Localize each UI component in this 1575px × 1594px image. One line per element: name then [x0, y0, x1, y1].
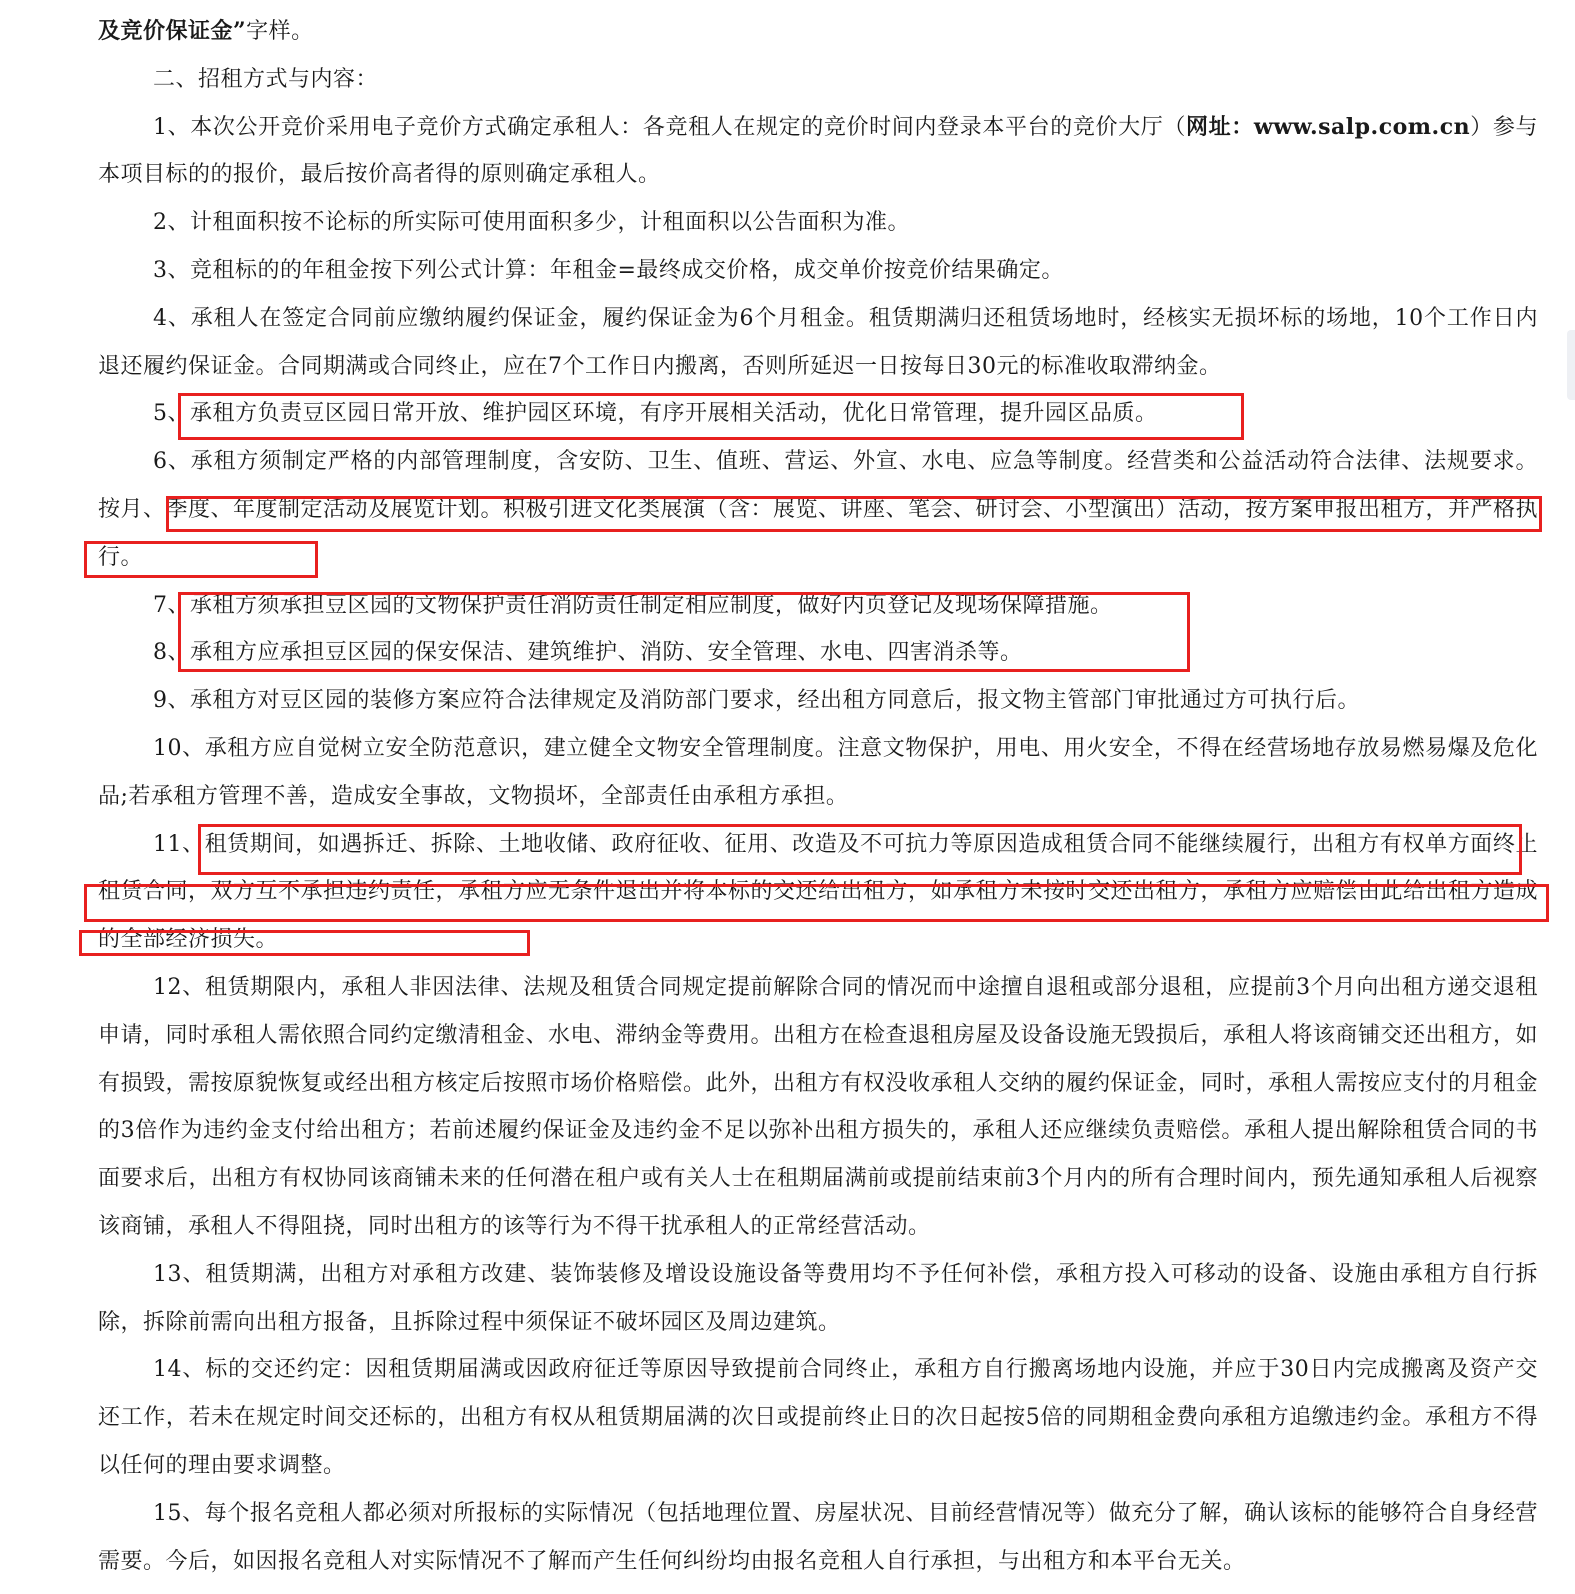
clause-13: 13、租赁期满，出租方对承租方改建、装饰装修及增设设施设备等费用均不予任何补偿，承租方投入可移动的设备、设施由承租方自行拆除，拆除前需向出租方报备，且拆除过程中须保证不破坏园区及周边建筑。	[98, 1261, 1538, 1335]
clause-11: 11、租赁期间，如遇拆迁、拆除、土地收储、政府征收、征用、改造及不可抗力等原因造成租赁合同不能继续履行，出租方有权单方面终止租赁合同，双方互不承担违约责任，承租方应无条件退出并将本标的交还给出租方，如承租方未按时交还出租方，承租方应赔偿由此给出租方造成的全部经济损失。	[98, 831, 1539, 953]
clause-6: 6、承租方须制定严格的内部管理制度，含安防、卫生、值班、营运、外宣、水电、应急等制度。经营类和公益活动符合法律、法规要求。按月、季度、年度制定活动及展览计划。积极引进文化类展演（含：展览、讲座、笔会、研讨会、小型演出）活动，按方案申报出租方，并严格执行。	[98, 449, 1539, 570]
clause-4: 4、承租人在签定合同前应缴纳履约保证金，履约保证金为6个月租金。租赁期满归还租赁场地时，经核实无损坏标的场地，10个工作日内退还履约保证金。合同期满或合同终止，应在7个工作日内搬离，否则所延迟一日按每日30元的标准收取滞纳金。	[98, 305, 1538, 379]
lead-bold-text: 及竞价保证金”	[98, 18, 247, 44]
clause-8: 8、承租方应承担豆区园的保安保洁、建筑维护、消防、安全管理、水电、四害消杀等。	[153, 640, 1023, 666]
clause-2: 2、计租面积按不论标的所实际可使用面积多少，计租面积以公告面积为准。	[153, 210, 910, 236]
clause-7: 7、承租方须承担豆区园的文物保护责任消防责任制定相应制度，做好内页登记及现场保障措施。	[153, 592, 1113, 618]
lead-rest-text: 字样。	[246, 19, 314, 44]
lead-line	[98, 8, 1538, 56]
clause-5: 5、承租方负责豆区园日常开放、维护园区环境，有序开展相关活动，优化日常管理，提升园区品质。	[153, 401, 1158, 427]
clause-1-url: 网址：www.salp.com.cn	[1186, 113, 1471, 140]
clause-15: 15、每个报名竞租人都必须对所报标的实际情况（包括地理位置、房屋状况、目前经营情况等）做充分了解，确认该标的能够符合自身经营需要。今后，如因报名竞租人对实际情况不了解而产生任何纠纷均由报名竞租人自行承担，与出租方和本平台无关。	[98, 1500, 1538, 1574]
scrollbar-edge[interactable]	[1567, 330, 1575, 400]
clause-14: 14、标的交还约定：因租赁期届满或因政府征迁等原因导致提前合同终止，承租方自行搬离场地内设施，并应于30日内完成搬离及资产交还工作，若未在规定时间交还标的，出租方有权从租赁期届满的次日或提前终止日的次日起按5倍的同期租金费向承租方追缴违约金。承租方不得以任何的理由要求调整。	[98, 1357, 1538, 1478]
clause-1-text-a: 1、本次公开竞价采用电子竞价方式确定承租人：各竞租人在规定的竞价时间内登录本平台的竞价大厅（	[153, 114, 1186, 140]
document-body	[98, 8, 1538, 1585]
clause-3: 3、竞租标的的年租金按下列公式计算：年租金=最终成交价格，成交单价按竞价结果确定。	[153, 257, 1064, 283]
section-heading: 二、招租方式与内容：	[153, 66, 379, 92]
clause-12: 12、租赁期限内，承租人非因法律、法规及租赁合同规定提前解除合同的情况而中途擅自退租或部分退租，应提前3个月向出租方递交退租申请，同时承租人需依照合同约定缴清租金、水电、滞纳金等费用。出租方在检查退租房屋及设备设施无毁损后，承租人将该商铺交还出租方，如有损毁，需按原貌恢复或经出租方核定后按照市场价格赔偿。此外，出租方有权没收承租人交纳的履约保证金，同时，承租人需按应支付的月租金的3倍作为违约金支付给出租方；若前述履约保证金及违约金不足以弥补出租方损失的，承租人还应继续负责赔偿。承租人提出解除租赁合同的书面要求后，出租方有权协同该商铺未来的任何潜在租户或有关人士在租期届满前或提前结束前3个月内的所有合理时间内，预先通知承租人后视察该商铺，承租人不得阻挠，同时出租方的该等行为不得干扰承租人的正常经营活动。	[98, 974, 1539, 1239]
clause-1	[98, 104, 1538, 200]
clause-10: 10、承租方应自觉树立安全防范意识，建立健全文物安全管理制度。注意文物保护，用电、用火安全，不得在经营场地存放易燃易爆及危化品;若承租方管理不善，造成安全事故，文物损坏，全部责任由承租方承担。	[98, 735, 1538, 809]
clause-9: 9、承租方对豆区园的装修方案应符合法律规定及消防部门要求，经出租方同意后，报文物主管部门审批通过方可执行后。	[153, 688, 1361, 714]
clause-1-text-b: ）参与本项目标的的报价，最后按价高者得的原则确定承租人。	[98, 114, 1538, 188]
